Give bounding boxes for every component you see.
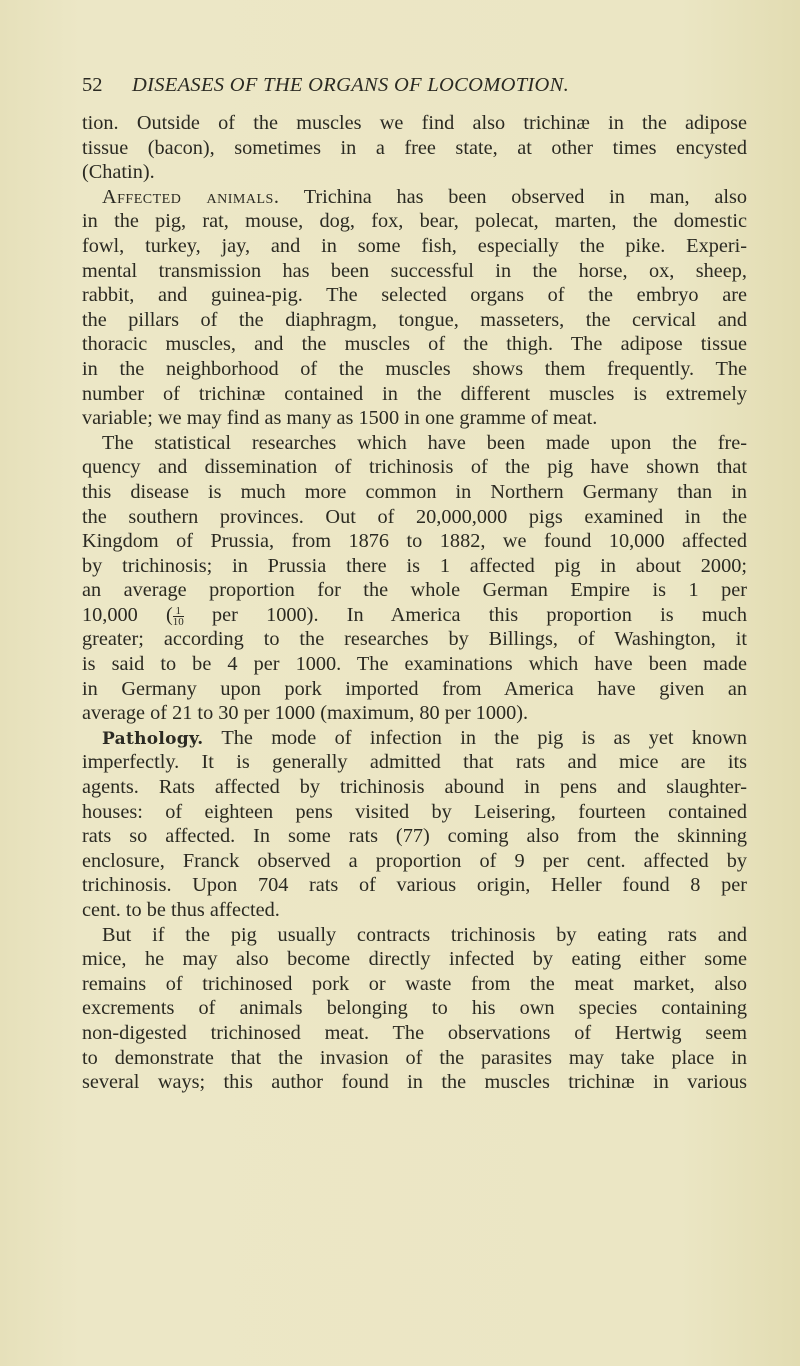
- text-segment: variable; we may find as many as 1500 in one gramme of meat.: [82, 407, 598, 430]
- text-line: [82, 357, 747, 382]
- text-line: [82, 750, 747, 775]
- text-line: [82, 849, 747, 874]
- text-segment: mice, he may also become directly infected by eating either some: [82, 948, 747, 971]
- text-line: [82, 234, 747, 259]
- text-line: [82, 972, 747, 997]
- text-line: [82, 677, 747, 702]
- text-segment: the southern provinces. Out of 20,000,000 pigs examined in the: [82, 505, 747, 528]
- text-line: [82, 873, 747, 898]
- text-line: [82, 996, 747, 1021]
- text-line: [82, 185, 747, 210]
- text-segment: tissue (bacon), sometimes in a free state, at other times encysted: [82, 136, 747, 159]
- text-segment: remains of trichinosed pork or waste from the meat market, also: [82, 972, 747, 995]
- text-segment: an average proportion for the whole German Empire is 1 per: [82, 579, 747, 602]
- text-segment: by trichinosis; in Prussia there is 1 affected pig in about 2000;: [82, 554, 747, 577]
- text-segment: is said to be 4 per 1000. The examinations which have been made: [82, 653, 747, 676]
- text-line: [82, 529, 747, 554]
- text-segment: quency and dissemination of trichinosis of the pig have shown that: [82, 456, 747, 479]
- text-line: [82, 923, 747, 948]
- text-line: [82, 726, 747, 751]
- body-text: [82, 111, 747, 1095]
- text-line: [82, 209, 747, 234]
- fraction-denominator: 10: [172, 615, 184, 628]
- text-segment: The statistical researches which have been made upon the fre-: [102, 431, 747, 454]
- text-segment: greater; according to the researches by Billings, of Washington, it: [82, 628, 747, 651]
- section-lead: Pathology.: [102, 728, 204, 749]
- text-line: [82, 111, 747, 136]
- fraction-numerator: 1: [173, 606, 184, 617]
- text-segment: agents. Rats affected by trichinosis abound in pens and slaughter-: [82, 776, 747, 799]
- text-line: [82, 1046, 747, 1071]
- text-line: [82, 382, 747, 407]
- text-segment: enclosure, Franck observed a proportion of 9 per cent. affected by: [82, 849, 747, 872]
- text-line: [82, 947, 747, 972]
- text-segment: 10,000 (: [82, 603, 173, 626]
- text-line: [82, 701, 747, 726]
- text-line: [82, 332, 747, 357]
- text-segment: But if the pig usually contracts trichinosis by eating rats and: [102, 923, 747, 946]
- text-segment: trichinosis. Upon 704 rats of various origin, Heller found 8 per: [82, 874, 747, 897]
- text-segment: mental transmission has been successful in the horse, ox, sheep,: [82, 259, 747, 282]
- text-segment: rabbit, and guinea-pig. The selected organs of the embryo are: [82, 284, 747, 307]
- text-line: [82, 627, 747, 652]
- text-segment: thoracic muscles, and the muscles of the thigh. The adipose tissue: [82, 333, 747, 356]
- text-segment: (Chatin).: [82, 161, 155, 184]
- section-lead: Affected animals.: [102, 185, 280, 208]
- text-segment: in the neighborhood of the muscles shows them frequently. The: [82, 357, 747, 380]
- text-segment: Trichina has been observed in man, also: [279, 185, 747, 208]
- text-line: [82, 800, 747, 825]
- text-segment: houses: of eighteen pens visited by Leisering, fourteen contained: [82, 800, 747, 823]
- text-segment: to demonstrate that the invasion of the parasites may take place in: [82, 1046, 747, 1069]
- text-line: [82, 160, 747, 185]
- page-header: [82, 74, 747, 100]
- text-line: [82, 431, 747, 456]
- text-line: [82, 505, 747, 530]
- text-line: [82, 775, 747, 800]
- text-line: [82, 455, 747, 480]
- text-line: [82, 308, 747, 333]
- text-line: [82, 898, 747, 923]
- text-segment: this disease is much more common in Northern Germany than in: [82, 480, 747, 503]
- text-line: [82, 554, 747, 579]
- page-number: 52: [82, 74, 103, 96]
- text-line: [82, 824, 747, 849]
- text-segment: fowl, turkey, jay, and in some fish, especially the pike. Experi-: [82, 234, 747, 257]
- running-title: DISEASES OF THE ORGANS OF LOCOMOTION.: [132, 74, 570, 96]
- text-segment: rats so affected. In some rats (77) coming also from the skinning: [82, 825, 747, 848]
- fraction: [173, 606, 184, 627]
- text-line: [82, 1070, 747, 1095]
- text-segment: cent. to be thus affected.: [82, 899, 280, 921]
- text-segment: Kingdom of Prussia, from 1876 to 1882, we found 10,000 affected: [82, 530, 747, 553]
- text-line: [82, 578, 747, 603]
- text-segment: tion. Outside of the muscles we find also trichinæ in the adipose: [82, 112, 747, 134]
- text-line: [82, 480, 747, 505]
- text-segment: in the pig, rat, mouse, dog, fox, bear, polecat, marten, the domestic: [82, 210, 747, 233]
- text-segment: The mode of infection in the pig is as yet known: [203, 726, 747, 749]
- text-segment: per 1000). In America this proportion is much: [183, 603, 747, 626]
- text-line: [82, 283, 747, 308]
- text-line: [82, 136, 747, 161]
- text-segment: the pillars of the diaphragm, tongue, masseters, the cervical and: [82, 308, 747, 331]
- text-line: [82, 652, 747, 677]
- text-line: [82, 603, 747, 628]
- text-segment: several ways; this author found in the muscles trichinæ in various: [82, 1071, 747, 1094]
- text-segment: average of 21 to 30 per 1000 (maximum, 80 per 1000).: [82, 702, 529, 725]
- text-segment: number of trichinæ contained in the different muscles is extremely: [82, 382, 747, 405]
- text-line: [82, 406, 747, 431]
- text-segment: excrements of animals belonging to his own species containing: [82, 997, 747, 1020]
- text-line: [82, 1021, 747, 1046]
- text-segment: in Germany upon pork imported from America have given an: [82, 677, 747, 700]
- text-segment: imperfectly. It is generally admitted that rats and mice are its: [82, 751, 747, 774]
- text-segment: non-digested trichinosed meat. The observations of Hertwig seem: [82, 1021, 747, 1044]
- text-line: [82, 259, 747, 284]
